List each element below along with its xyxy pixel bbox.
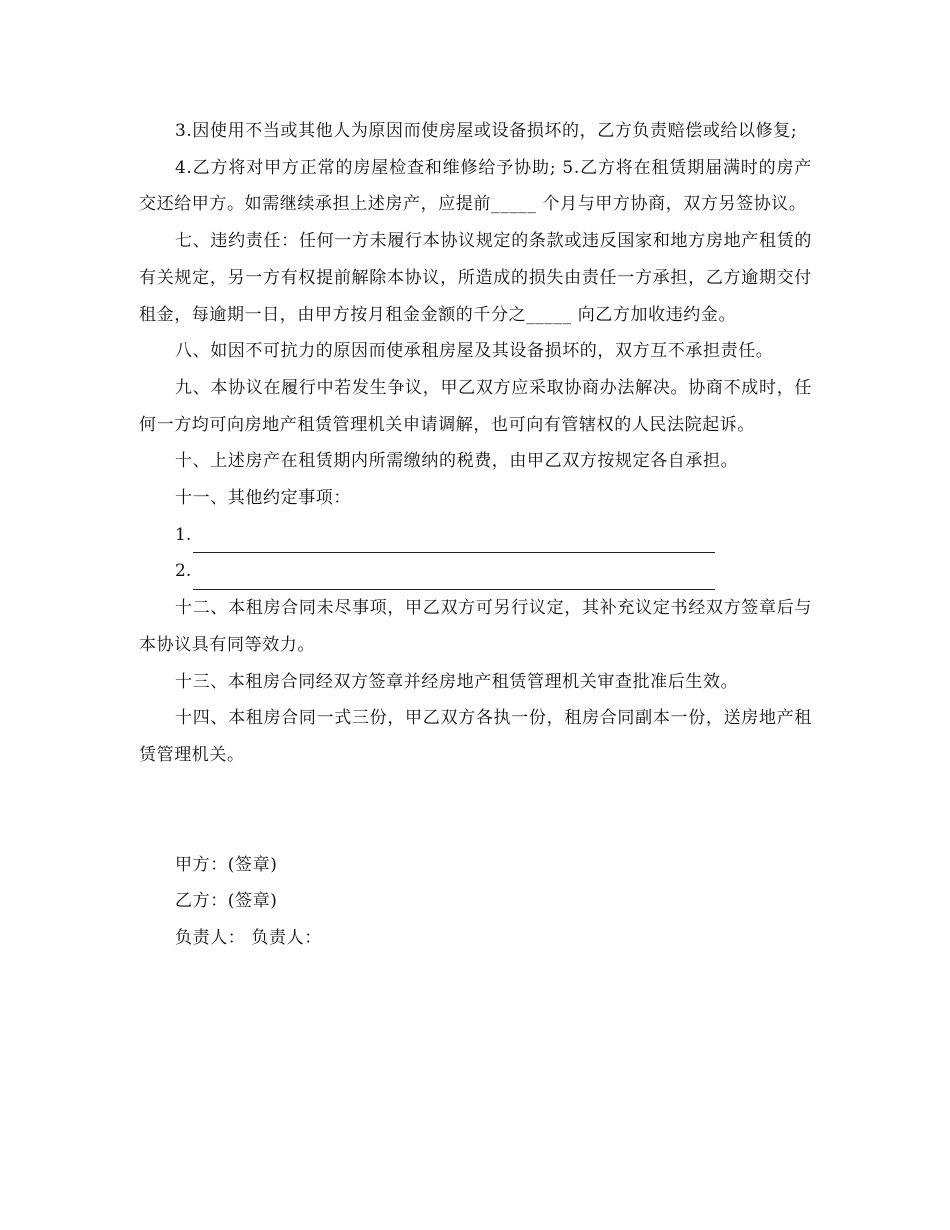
clause-11-other-terms: 十一、其他约定事项： [175,488,351,509]
clause-8-force-majeure: 八、如因不可抗力的原因而使承租房屋及其设备损坏的，双方互不承担责任。 [175,341,774,362]
spacer [139,774,812,847]
clause-14-copies: 十四、本租房合同一式三份，甲乙双方各执一份，租房合同副本一份，送房地产租赁管理机关。 [139,708,812,765]
clause-6-item-4-5: 4.乙方将对甲方正常的房屋检查和维修给予协助; 5.乙方将在租赁期届满时的房产交还给甲方。如需继续承担上述房产，应提前_____ 个月与甲方协商，双方另签协议。 [139,157,812,215]
contract-body [139,113,812,957]
clause-9-disputes: 九、本协议在履行中若发生争议，甲乙双方应采取协商办法解决。协商不成时，任何一方均可向房地产租赁管理机关申请调解，也可向有管辖权的人民法院起诉。 [139,377,812,435]
clause-13-effective: 十三、本租房合同经双方签章并经房地产租赁管理机关审查批准后生效。 [175,671,739,692]
clause-12-supplement: 十二、本租房合同未尽事项，甲乙双方可另行议定，其补充议定书经双方签章后与本协议具有同等效力。 [139,598,812,655]
party-b-signature: 乙方：(签章) [175,891,278,912]
clause-7-breach: 七、违约责任：任何一方未履行本协议规定的条款或违反国家和地方房地产租赁的有关规定，另一方有权提前解除本协议，所造成的损失由责任一方承担，乙方逾期交付租金，每逾期一日，由甲方按月租金金额的千分之_____ 向乙方加收违约金。 [139,231,812,325]
clause-6-item-3: 3.因使用不当或其他人为原因而使房屋或设备损坏的，乙方负责赔偿或给以修复; [175,121,798,141]
clause-10-taxes: 十、上述房产在租赁期内所需缴纳的税费，由甲乙双方按规定各自承担。 [175,451,739,472]
fill-in-underline [193,530,715,553]
party-a-signature: 甲方：(签章) [175,854,278,875]
responsible-persons: 负责人： 负责人： [175,928,322,949]
other-term-line-1 [139,517,812,554]
other-term-number: 2. [175,561,192,582]
other-term-line-2 [139,553,812,590]
other-term-number: 1. [175,524,192,545]
fill-in-underline [193,567,715,590]
